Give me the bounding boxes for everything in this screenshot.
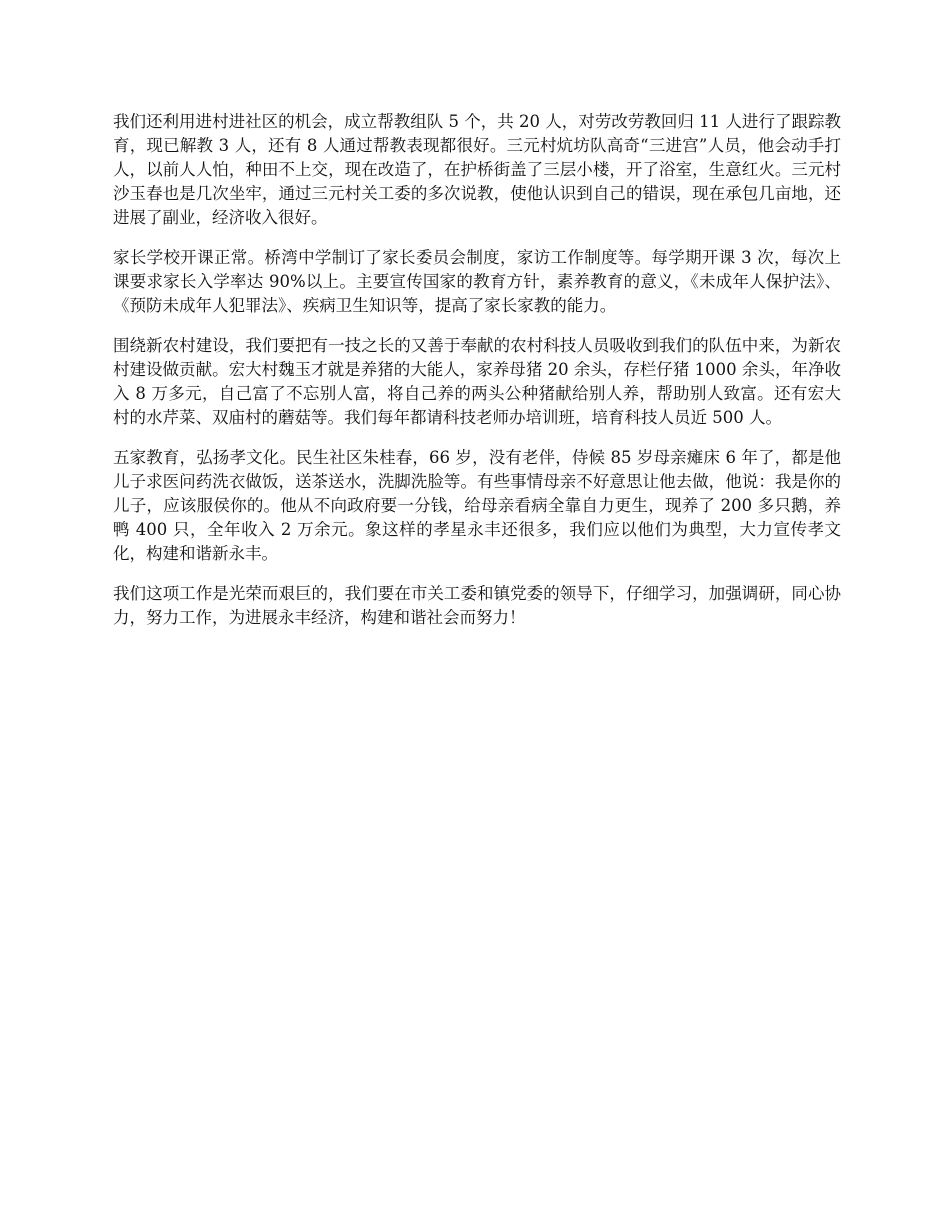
paragraph-conclusion: 我们这项工作是光荣而艰巨的，我们要在市关工委和镇党委的领导下，仔细学习，加强调研，同心协力，努力工作，为进展永丰经济，构建和谐社会而努力！: [113, 584, 841, 627]
paragraph-rehabilitation-teams: 我们还利用进村进社区的机会，成立帮教组队 5 个，共 20 人，对劳改劳教回归 11 人进行了跟踪教育，现已解教 3 人，还有 8 人通过帮教表现都很好。三元村炕坊队高奇“三进宫”人员，他会动手打人，以前人人怕，种田不上交，现在改造了，在护桥街盖了三层小楼，开了浴室，生意红火。三元村沙玉春也是几次坐牢，通过三元村关工委的多次说教，使他认识到自己的错误，现在承包几亩地，还进展了副业，经济收入很好。: [113, 112, 841, 227]
paragraph-parent-school: 家长学校开课正常。桥湾中学制订了家长委员会制度，家访工作制度等。每学期开课 3 次，每次上课要求家长入学率达 90%以上。主要宣传国家的教育方针，素养教育的意义，《未成年人保护法》、《预防未成年人犯罪法》、疾病卫生知识等，提高了家长家教的能力。: [113, 248, 841, 315]
paragraph-rural-technology: 围绕新农村建设，我们要把有一技之长的又善于奉献的农村科技人员吸收到我们的队伍中来，为新农村建设做贡献。宏大村魏玉才就是养猪的大能人，家养母猪 20 余头，存栏仔猪 1000 余头，年净收入 8 万多元，自己富了不忘别人富，将自己养的两头公种猪献给别人养，帮助别人致富。还有宏大村的水芹菜、双庙村的蘑菇等。我们每年都请科技老师办培训班，培育科技人员近 500 人。: [113, 336, 841, 427]
document-body: [113, 110, 841, 646]
paragraph-filial-piety: 五家教育，弘扬孝文化。民生社区朱桂春，66 岁，没有老伴，侍候 85 岁母亲瘫床 6 年了，都是他儿子求医问药洗衣做饭，送茶送水，洗脚洗脸等。有些事情母亲不好意思让他去做，他说：我是你的儿子，应该服侯你的。他从不向政府要一分钱，给母亲看病全靠自力更生，现养了 200 多只鹅，养鸭 400 只，全年收入 2 万余元。象这样的孝星永丰还很多，我们应以他们为典型，大力宣传孝文化，构建和谐新永丰。: [113, 448, 841, 563]
